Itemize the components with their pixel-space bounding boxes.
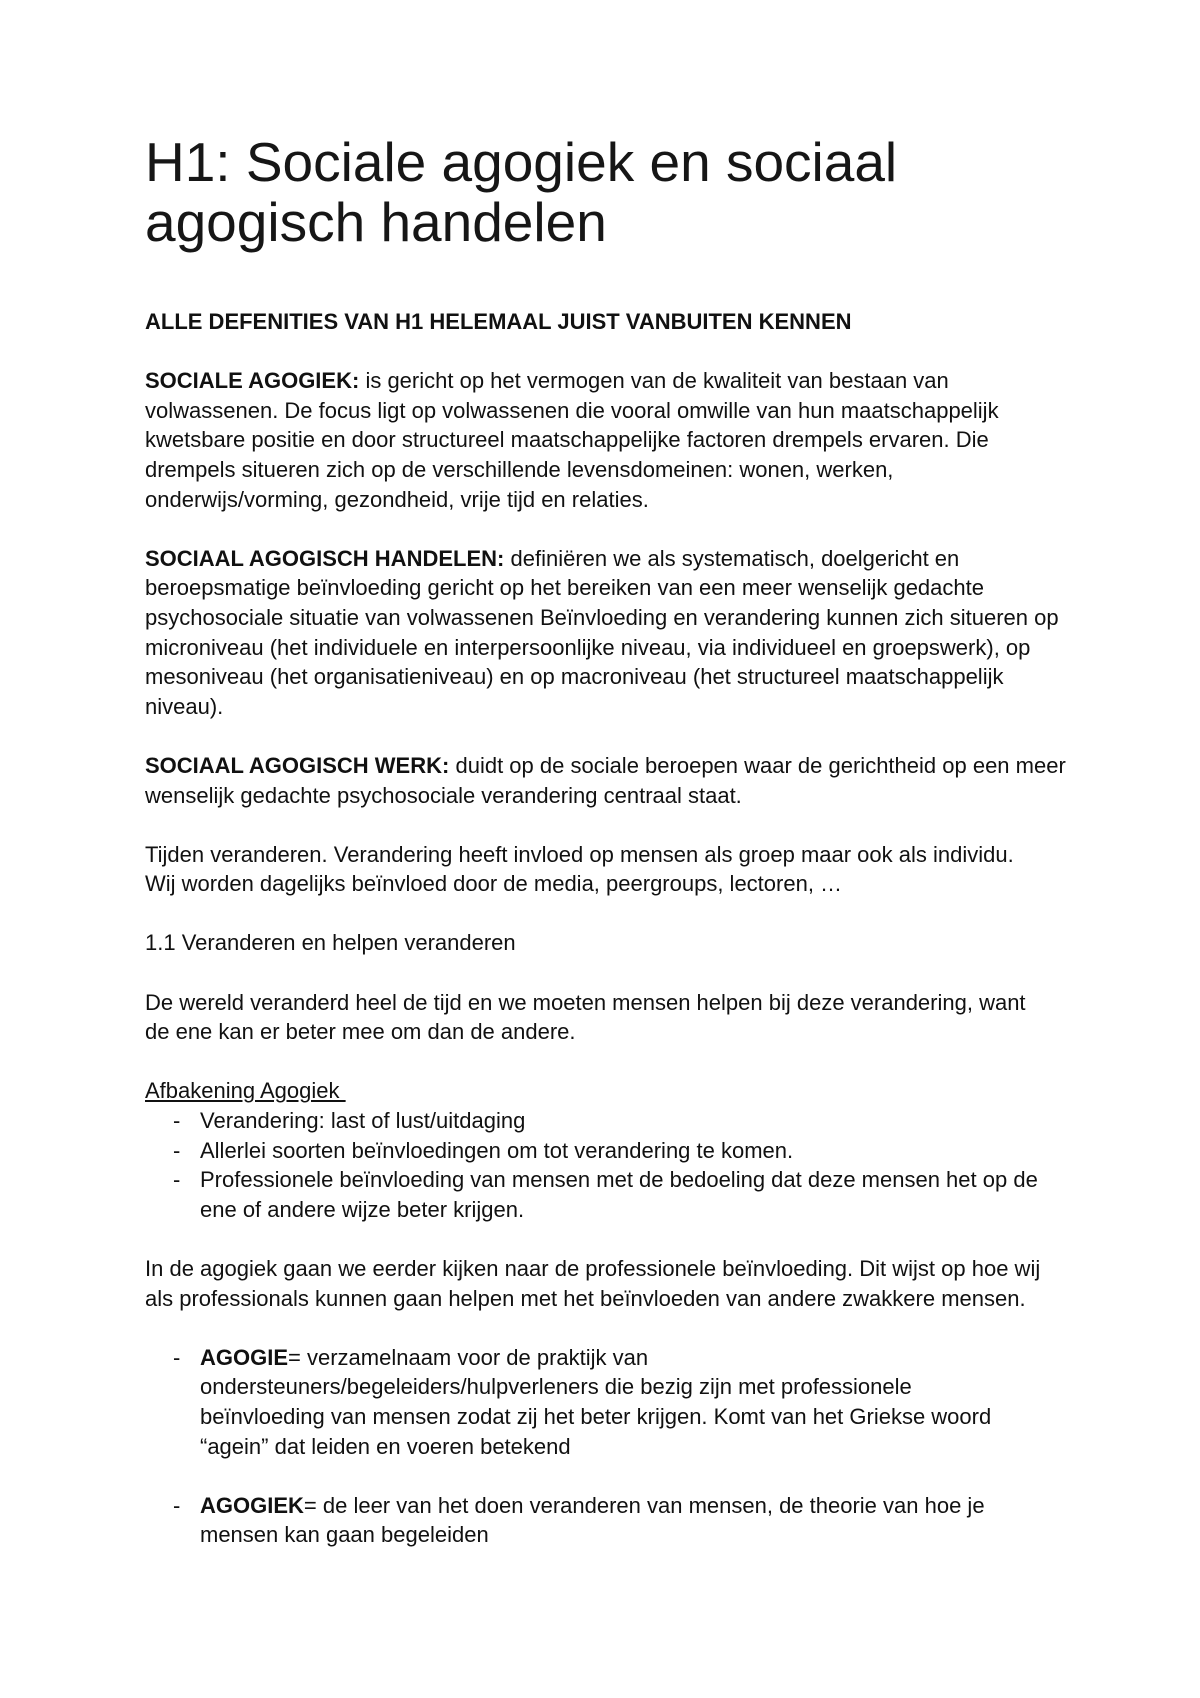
document-body (145, 307, 1200, 1550)
definition-sociale-agogiek (145, 366, 1200, 514)
terms-list (145, 1343, 1200, 1550)
definition-term: SOCIALE AGOGIEK: (145, 368, 360, 394)
text-line (145, 366, 1200, 396)
title-line: H1: Sociale agogiek en sociaal (145, 131, 898, 193)
text-line: microniveau (het individuele en interpersoonlijke niveau, via individueel en groepswerk), op (145, 634, 1031, 660)
bullet-marker: - (173, 1167, 181, 1193)
text-line (200, 1491, 1200, 1521)
text-line: mesoniveau (het organisatieniveau) en op macroniveau (het structureel maatschappelijk (145, 664, 1004, 690)
bullet-marker: - (173, 1137, 181, 1163)
list-item (145, 1106, 1200, 1136)
bullet-marker: - (173, 1492, 181, 1518)
text-line: volwassenen. De focus ligt op volwassenen die vooral omwille van hun maatschappelijk (145, 397, 999, 423)
text-line: Professionele beïnvloeding van mensen met de bedoeling dat deze mensen het op de (200, 1167, 1038, 1193)
definition-term: SOCIAAL AGOGISCH HANDELEN: (145, 545, 505, 571)
subheading-line (145, 1076, 1200, 1106)
definition-text: duidt op de sociale beroepen waar de gerichtheid op een meer (455, 752, 1066, 778)
afbakening-block (145, 1076, 1200, 1224)
text-line: De wereld veranderd heel de tijd en we moeten mensen helpen bij deze verandering, want (145, 989, 1026, 1015)
text-line: de ene kan er beter mee om dan de andere. (145, 1019, 576, 1045)
definition-text: definiëren we als systematisch, doelgericht en (510, 545, 960, 571)
study-notice: ALLE DEFENITIES VAN H1 HELEMAAL JUIST VANBUITEN KENNEN (145, 309, 852, 334)
term-text: = de leer van het doen veranderen van mensen, de theorie van hoe je (303, 1492, 985, 1518)
bullet-marker: - (173, 1108, 181, 1134)
term-label: AGOGIE (200, 1344, 289, 1370)
title-line: agogisch handelen (145, 191, 607, 253)
text-line: Tijden veranderen. Verandering heeft invloed op mensen als groep maar ook als individu. (145, 841, 1014, 867)
text-line: niveau). (145, 693, 224, 719)
text-line: “agein” dat leiden en voeren betekend (200, 1433, 571, 1459)
intro-paragraph (145, 840, 1200, 899)
text-line: ondersteuners/begeleiders/hulpverleners die bezig zijn met professionele (200, 1374, 912, 1400)
text-line: ene of andere wijze beter krijgen. (200, 1196, 525, 1222)
text-line (145, 544, 1200, 574)
text-line: In de agogiek gaan we eerder kijken naar de professionele beïnvloeding. Dit wijst op hoe wij (145, 1256, 1041, 1281)
text-line: drempels situeren zich op de verschillende levensdomeinen: wonen, werken, (145, 456, 894, 482)
document-title (145, 132, 1200, 252)
bullet-list (145, 1106, 1200, 1224)
text-line: Allerlei soorten beïnvloedingen om tot verandering te komen. (200, 1137, 794, 1163)
list-item (145, 1136, 1200, 1166)
text-line: psychosociale situatie van volwassenen Beïnvloeding en verandering kunnen zich situeren op (145, 604, 1059, 630)
text-line (145, 751, 1200, 781)
text-line: beïnvloeding van mensen zodat zij het beter krijgen. Komt van het Griekse woord (200, 1403, 992, 1429)
section-heading: 1.1 Veranderen en helpen veranderen (145, 930, 516, 956)
text-line: beroepsmatige beïnvloeding gericht op het bereiken van een meer wenselijk gedachte (145, 575, 984, 601)
subheading: Afbakening Agogiek (145, 1078, 340, 1104)
bullet-marker: - (173, 1344, 181, 1370)
definition-text: is gericht op het vermogen van de kwaliteit van bestaan van (365, 368, 949, 394)
professional-paragraph (145, 1254, 1200, 1313)
definition-sociaal-agogisch-werk (145, 751, 1200, 810)
list-item (145, 1165, 1200, 1224)
spacer (145, 1461, 1200, 1491)
term-text: = verzamelnaam voor de praktijk van (288, 1344, 649, 1370)
text-line (200, 1343, 1200, 1373)
section-paragraph (145, 988, 1200, 1047)
term-item-agogiek (145, 1491, 1200, 1550)
term-label: AGOGIEK (200, 1492, 304, 1518)
text-line: als professionals kunnen gaan helpen met het beïnvloeden van andere zwakkere mensen. (145, 1285, 1026, 1311)
term-item-agogie (145, 1343, 1200, 1461)
text-line: Wij worden dagelijks beïnvloed door de media, peergroups, lectoren, … (145, 871, 843, 897)
text-line: mensen kan gaan begeleiden (200, 1522, 489, 1548)
text-line: Verandering: last of lust/uitdaging (200, 1108, 526, 1134)
definition-sociaal-agogisch-handelen (145, 544, 1200, 722)
text-line: kwetsbare positie en door structureel maatschappelijke factoren drempels ervaren. Die (145, 427, 989, 453)
text-line: wenselijk gedachte psychosociale verandering centraal staat. (145, 782, 742, 808)
definition-term: SOCIAAL AGOGISCH WERK: (145, 752, 450, 778)
text-line: onderwijs/vorming, gezondheid, vrije tijd en relaties. (145, 486, 649, 512)
